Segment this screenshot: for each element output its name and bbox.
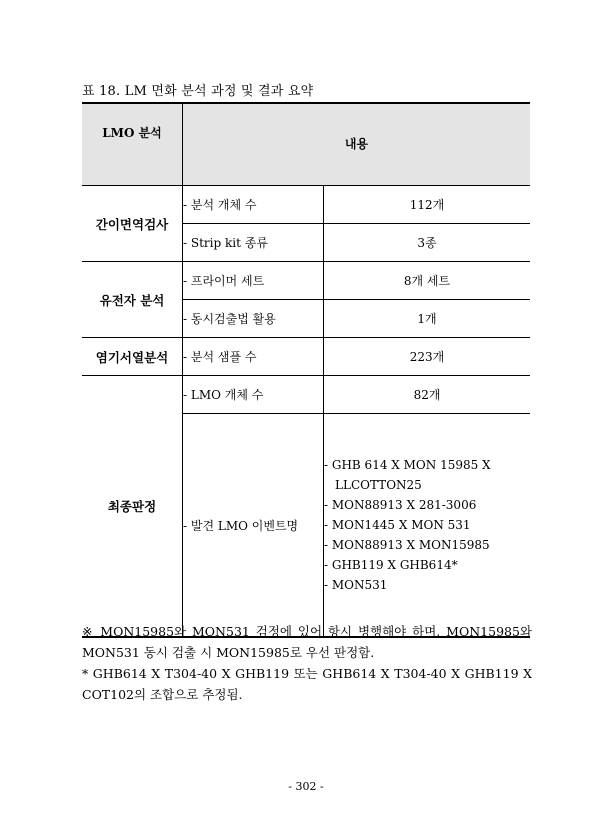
header-row (82, 103, 530, 186)
row-item: - 발견 LMO 이벤트명 (183, 414, 324, 638)
lmo-summary-table (82, 102, 530, 638)
event-name: LLCOTTON25 (335, 478, 422, 492)
row-item: - 분석 샘플 수 (183, 338, 324, 376)
category-final-judgement: 최종판정 (82, 376, 183, 638)
row-value: 3종 (324, 224, 531, 262)
event-name: - MON88913 X MON15985 (324, 538, 490, 552)
table-row (82, 376, 530, 414)
category-gene-analysis: 유전자 분석 (82, 262, 183, 338)
row-value: 112개 (324, 186, 531, 224)
table-caption: 표 18. LM 면화 분석 과정 및 결과 요약 (82, 84, 314, 99)
table-row (82, 186, 530, 224)
event-name: - GHB 614 X MON 15985 X (324, 458, 491, 472)
header-lmo-analysis: LMO 분석 (82, 103, 183, 186)
event-name: - MON1445 X MON 531 (324, 518, 471, 532)
table-row (82, 262, 530, 300)
row-item: - 프라이머 세트 (183, 262, 324, 300)
row-value: 8개 세트 (324, 262, 531, 300)
event-name: - GHB119 X GHB614* (324, 558, 458, 572)
event-list (324, 414, 531, 638)
category-immunoassay: 간이면역검사 (82, 186, 183, 262)
row-item: - 분석 개체 수 (183, 186, 324, 224)
footnote-mon15985: ※ MON15985와 MON531 검정에 있어 항시 병행해야 하며, MON15985와 MON531 동시 검출 시 MON15985로 우선 판정함. (82, 624, 532, 660)
category-sequencing: 염기서열분석 (82, 338, 183, 376)
table-row (82, 338, 530, 376)
page-number: - 302 - (288, 780, 324, 793)
footnote-ghb614: * GHB614 X T304-40 X GHB119 또는 GHB614 X T304-40 X GHB119 X COT102의 조합으로 추정됨. (82, 666, 532, 702)
row-item: - LMO 개체 수 (183, 376, 324, 414)
row-value: 1개 (324, 300, 531, 338)
row-item: - Strip kit 종류 (183, 224, 324, 262)
row-item: - 동시검출법 활용 (183, 300, 324, 338)
header-content: 내용 (183, 103, 531, 186)
row-value: 82개 (324, 376, 531, 414)
event-name: - MON531 (324, 578, 388, 592)
row-value: 223개 (324, 338, 531, 376)
event-name: - MON88913 X 281-3006 (324, 498, 477, 512)
